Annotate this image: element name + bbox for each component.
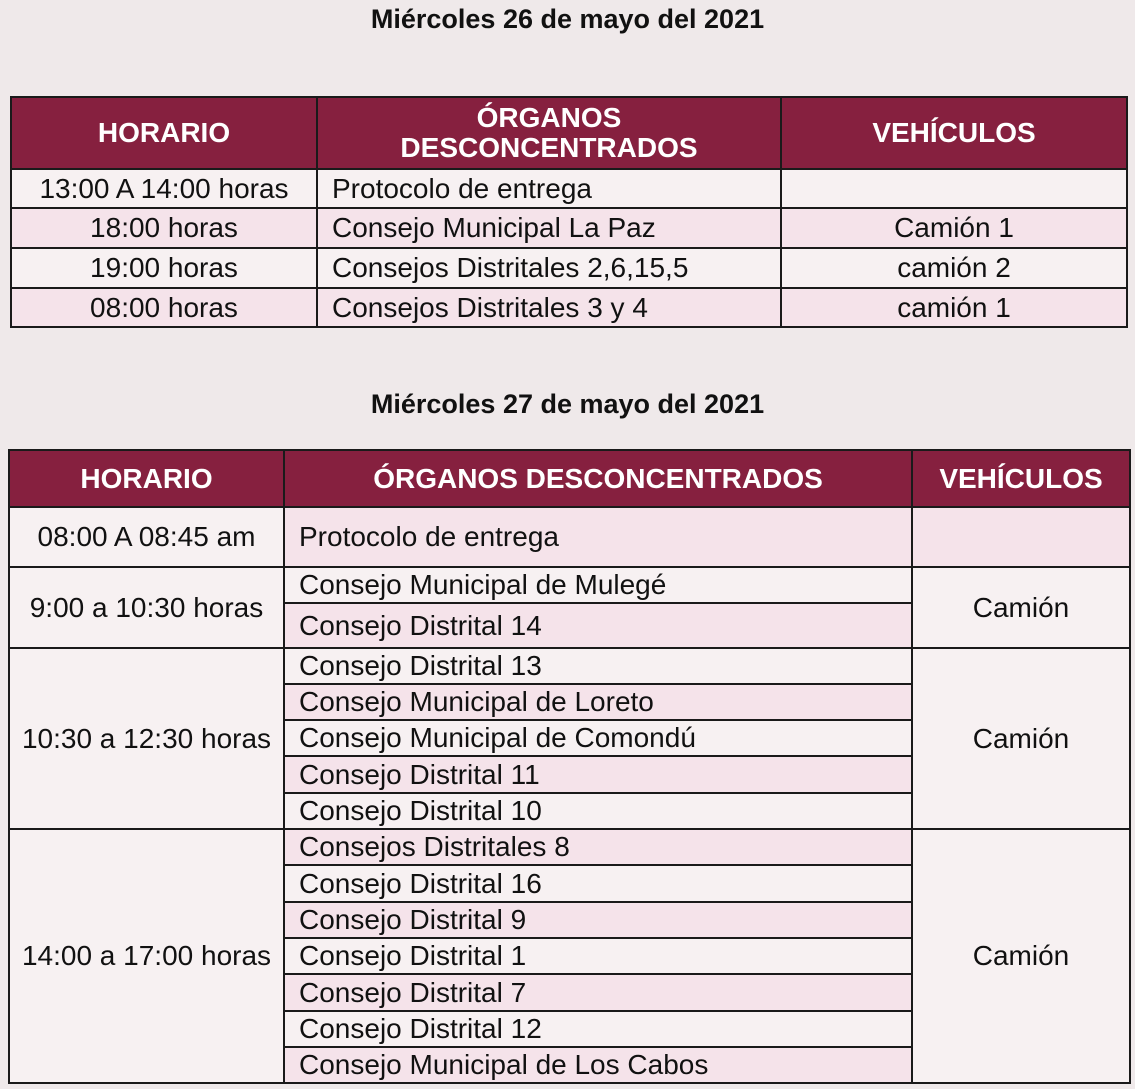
organo-cell: Consejo Distrital 13 bbox=[284, 648, 912, 684]
organo-cell: Consejos Distritales 2,6,15,5 bbox=[317, 248, 781, 288]
organo-cell: Consejo Distrital 9 bbox=[284, 902, 912, 938]
header-vehiculos: VEHÍCULOS bbox=[781, 97, 1127, 169]
organo-cell: Consejo Distrital 14 bbox=[284, 603, 912, 648]
table-row bbox=[9, 829, 1130, 865]
organo-cell: Consejo Municipal de Mulegé bbox=[284, 567, 912, 603]
table-header-row bbox=[9, 450, 1130, 507]
organo-cell: Protocolo de entrega bbox=[317, 169, 781, 208]
organo-cell: Consejo Distrital 16 bbox=[284, 865, 912, 902]
vehiculo-cell: camión 1 bbox=[781, 288, 1127, 327]
organo-cell: Consejo Distrital 7 bbox=[284, 974, 912, 1011]
vehiculo-cell: Camión bbox=[912, 648, 1130, 829]
table-row bbox=[11, 248, 1127, 288]
horario-cell: 19:00 horas bbox=[11, 248, 317, 288]
table-row bbox=[11, 288, 1127, 327]
schedule-table-day2 bbox=[8, 449, 1131, 1084]
organo-cell: Consejos Distritales 8 bbox=[284, 829, 912, 865]
organo-cell: Consejos Distritales 3 y 4 bbox=[317, 288, 781, 327]
organo-cell: Consejo Distrital 10 bbox=[284, 793, 912, 829]
organo-cell: Protocolo de entrega bbox=[284, 507, 912, 567]
horario-cell: 9:00 a 10:30 horas bbox=[9, 567, 284, 648]
table-row bbox=[11, 169, 1127, 208]
organo-cell: Consejo Municipal de Comondú bbox=[284, 720, 912, 756]
horario-cell: 08:00 A 08:45 am bbox=[9, 507, 284, 567]
horario-cell: 10:30 a 12:30 horas bbox=[9, 648, 284, 829]
horario-cell: 08:00 horas bbox=[11, 288, 317, 327]
organo-cell: Consejo Distrital 12 bbox=[284, 1011, 912, 1047]
table-row bbox=[9, 567, 1130, 603]
header-organos: ÓRGANOS DESCONCENTRADOS bbox=[317, 97, 781, 169]
schedule-table-day1 bbox=[10, 96, 1128, 328]
organo-cell: Consejo Distrital 1 bbox=[284, 938, 912, 974]
vehiculo-cell: camión 2 bbox=[781, 248, 1127, 288]
organo-cell: Consejo Municipal de Loreto bbox=[284, 684, 912, 720]
table-row bbox=[11, 208, 1127, 248]
horario-cell: 13:00 A 14:00 horas bbox=[11, 169, 317, 208]
day2-title: Miércoles 27 de mayo del 2021 bbox=[370, 389, 765, 419]
vehiculo-cell: Camión 1 bbox=[781, 208, 1127, 248]
vehiculo-cell bbox=[912, 507, 1130, 567]
horario-cell: 14:00 a 17:00 horas bbox=[9, 829, 284, 1083]
vehiculo-cell bbox=[781, 169, 1127, 208]
organo-cell: Consejo Municipal de Los Cabos bbox=[284, 1047, 912, 1083]
organo-cell: Consejo Municipal La Paz bbox=[317, 208, 781, 248]
horario-cell: 18:00 horas bbox=[11, 208, 317, 248]
table-row bbox=[9, 648, 1130, 684]
table-header-row bbox=[11, 97, 1127, 169]
header-organos: ÓRGANOS DESCONCENTRADOS bbox=[284, 450, 912, 507]
day1-title: Miércoles 26 de mayo del 2021 bbox=[370, 4, 765, 34]
vehiculo-cell: Camión bbox=[912, 829, 1130, 1083]
organo-cell: Consejo Distrital 11 bbox=[284, 756, 912, 793]
header-vehiculos: VEHÍCULOS bbox=[912, 450, 1130, 507]
table-row bbox=[9, 507, 1130, 567]
vehiculo-cell: Camión bbox=[912, 567, 1130, 648]
header-horario: HORARIO bbox=[11, 97, 317, 169]
header-horario: HORARIO bbox=[9, 450, 284, 507]
